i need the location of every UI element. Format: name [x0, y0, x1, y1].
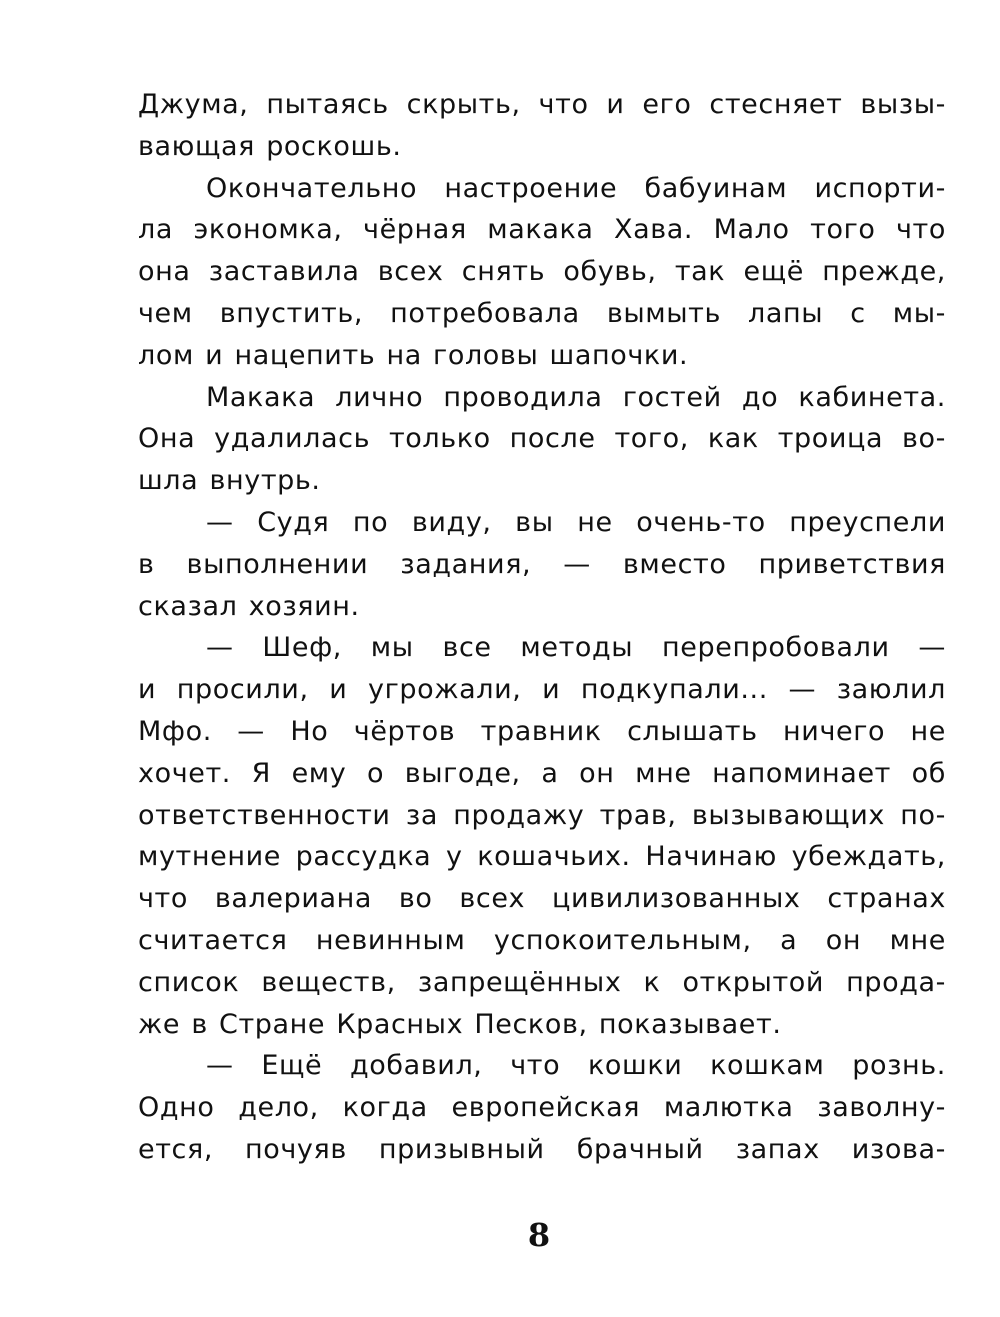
text-line-16: Мфо. — Но чёртов травник слышать ничего не — [138, 715, 946, 747]
text-line-5: она заставила всех снять обувь, так ещё прежде, — [138, 256, 946, 288]
text-line-14: — Шеф, мы все методы перепробовали — — [206, 632, 946, 664]
text-line-17: хочет. Я ему о выгоде, а он мне напоминает об — [138, 757, 946, 789]
text-line-15: и просили, и угрожали, и подкупали... — заюлил — [138, 674, 946, 706]
text-line-2: вающая роскошь. — [138, 130, 402, 162]
text-line-20: что валериана во всех цивилизованных странах — [138, 883, 946, 915]
text-line-1: Джума, пытаясь скрыть, что и его стесняет вызы- — [138, 89, 946, 120]
text-line-22: список веществ, запрещённых к открытой прода- — [138, 966, 946, 998]
text-line-6: чем впустить, потребовала вымыть лапы с мы- — [138, 297, 946, 329]
text-line-25: Одно дело, когда европейская малютка заволну- — [138, 1092, 946, 1124]
text-line-19: мутнение рассудка у кошачьих. Начинаю убеждать, — [138, 841, 946, 873]
text-line-9: Она удалилась только после того, как троица во- — [138, 423, 946, 455]
page-number: 8 — [527, 1216, 551, 1254]
text-line-13: сказал хозяин. — [138, 590, 360, 622]
text-line-21: считается невинным успокоительным, а он мне — [138, 924, 946, 956]
text-line-8: Макака лично проводила гостей до кабинета. — [206, 381, 946, 413]
page-text — [138, 84, 946, 1171]
text-line-7: лом и нацепить на головы шапочки. — [138, 339, 689, 371]
text-line-3: Окончательно настроение бабуинам испорти- — [206, 172, 946, 204]
text-line-26: ется, почуяв призывный брачный запах изова- — [138, 1133, 946, 1165]
text-line-11: — Судя по виду, вы не очень-то преуспели — [206, 506, 946, 538]
text-line-12: в выполнении задания, — вместо приветствия — [138, 548, 946, 580]
text-line-18: ответственности за продажу трав, вызывающих по- — [138, 799, 946, 831]
text-line-10: шла внутрь. — [138, 465, 321, 497]
text-line-24: — Ещё добавил, что кошки кошкам рознь. — [206, 1050, 946, 1082]
text-line-23: же в Стране Красных Песков, показывает. — [138, 1008, 782, 1040]
text-line-4: ла экономка, чёрная макака Хава. Мало того что — [138, 214, 946, 246]
